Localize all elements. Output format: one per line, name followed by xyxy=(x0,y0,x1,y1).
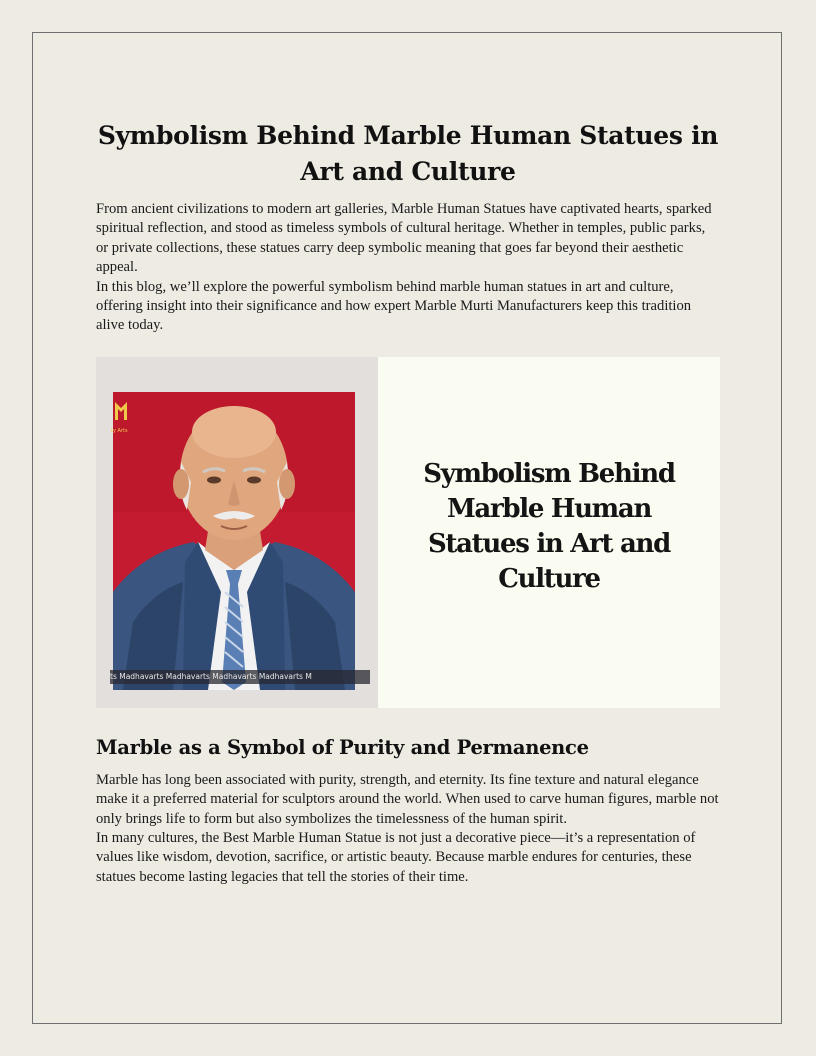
document-content xyxy=(96,118,720,887)
statue-illustration xyxy=(113,392,355,690)
featured-banner-image xyxy=(96,357,720,708)
page-title: Symbolism Behind Marble Human Statues in Art and Culture xyxy=(97,121,719,186)
intro-paragraph-2: In this blog, we’ll explore the powerful symbolism behind marble human statues in art and culture, offering insight into their significance and how expert Marble Murti Manufacturers keep this tradition alive today. xyxy=(96,278,692,334)
photo-watermark: ts Madhavarts Madhavarts Madhavarts Madhavarts M xyxy=(110,670,370,684)
section-body xyxy=(96,771,720,887)
banner-title: Symbolism Behind Marble Human Statues in Art and Culture xyxy=(423,459,675,595)
banner-photo-panel xyxy=(96,357,378,708)
brand-logo xyxy=(111,398,131,438)
section-paragraph-2: In many cultures, the Best Marble Human Statue is not just a decorative piece—it’s a representation of values like wisdom, devotion, sacrifice, or artistic beauty. Because marble endures for centuries, these statues become lasting legacies that tell the stories of their time. xyxy=(96,830,696,885)
section-paragraph-1: Marble has long been associated with purity, strength, and eternity. Its fine texture and natural elegance make it a preferred material for sculptors around the world. When used to carve human figures, marble not only brings life to form but also symbolizes the timelessness of the human spirit. xyxy=(96,771,719,827)
intro-section xyxy=(96,200,720,336)
brand-logo-text: ty Arts xyxy=(111,427,128,434)
section-heading: Marble as a Symbol of Purity and Permanence xyxy=(96,735,589,759)
banner-title-panel xyxy=(378,357,720,708)
intro-paragraph-1: From ancient civilizations to modern art galleries, Marble Human Statues have captivated hearts, sparked spiritual reflection, and stood as timeless symbols of cultural heritage. Whether in temples, public parks, or private collections, these statues carry deep symbolic meaning that goes far beyond their aesthetic appeal. xyxy=(96,201,712,276)
statue-photo xyxy=(110,392,355,690)
